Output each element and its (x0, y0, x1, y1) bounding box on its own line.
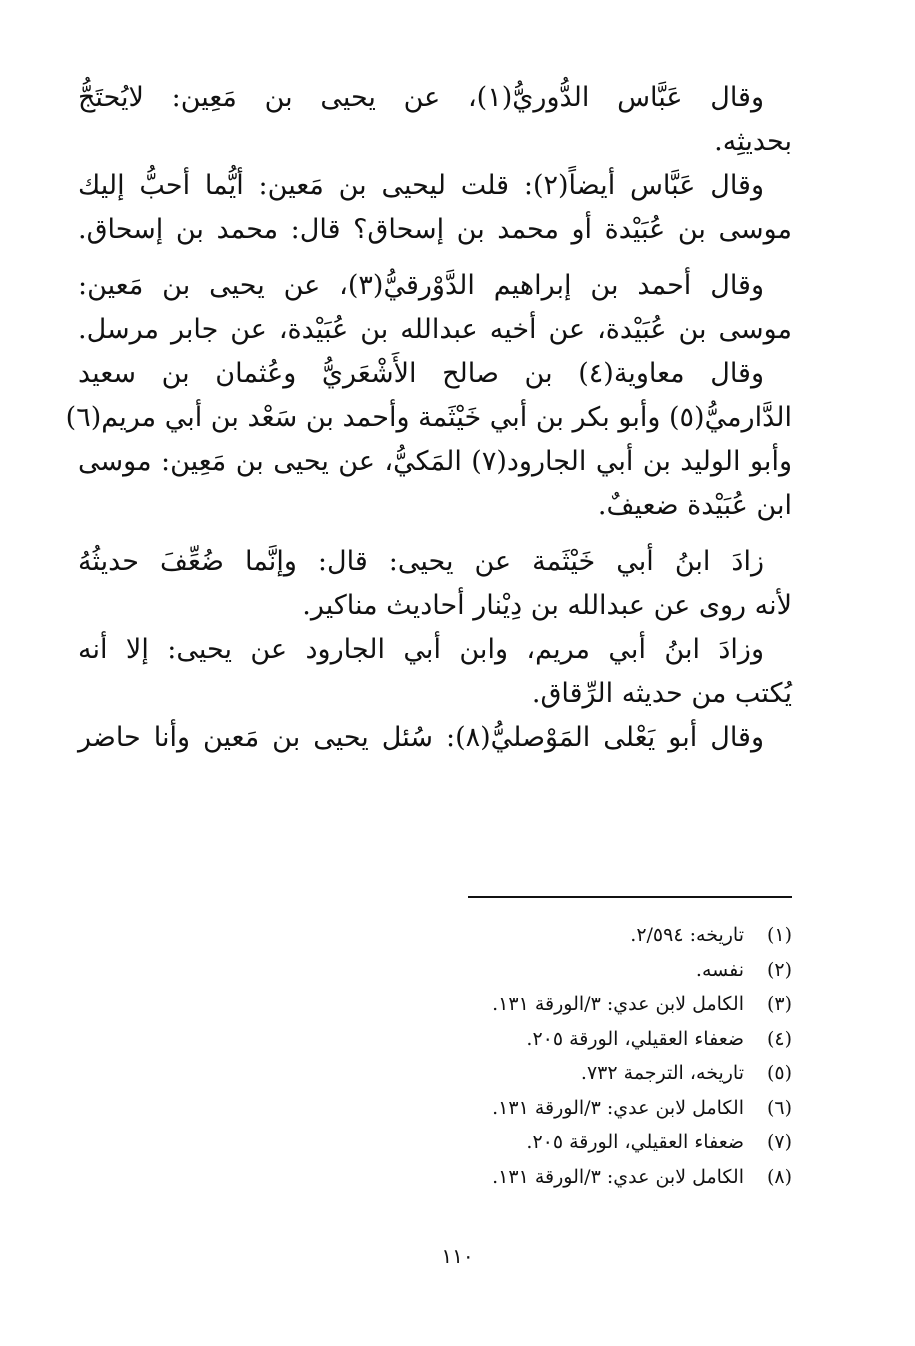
page-number: ١١٠ (441, 1244, 474, 1268)
footnote-text: الكامل لابن عدي: ٣/الورقة ١٣١. (492, 1096, 744, 1119)
footnote (372, 918, 792, 953)
footnote-number: (١) (766, 924, 792, 946)
text-line: موسى بن عُبَيْدة أو محمد بن إسحاق؟ قال: محمد بن إسحاق. (78, 214, 792, 245)
footnotes (372, 918, 792, 1194)
footnote-text: نفسه. (695, 958, 744, 981)
footnote (372, 953, 792, 988)
footnote (372, 987, 792, 1022)
text-line: زادَ ابنُ أبي خَيْثَمة عن يحيى: قال: وإنَّما ضُعِّفَ حديثُهُ (78, 546, 764, 577)
footnote (372, 1091, 792, 1126)
text-line: وقال عَبَّاس أيضاً(٢): قلت ليحيى بن مَعين: أيُّما أحبُّ إليك (78, 170, 764, 201)
footnote-number: (٥) (766, 1062, 792, 1084)
footnote-text: الكامل لابن عدي: ٣/الورقة ١٣١. (492, 1165, 744, 1188)
text-line: ابن عُبَيْدة ضعيفٌ. (597, 490, 792, 521)
text-line: وقال أحمد بن إبراهيم الدَّوْرقيُّ(٣)، عن يحيى بن مَعين: (78, 270, 764, 301)
text-line: وزادَ ابنُ أبي مريم، وابن أبي الجارود عن يحيى: إلا أنه (78, 634, 764, 665)
text-line: وقال عَبَّاس الدُّوريُّ(١)، عن يحيى بن مَعِين: لايُحتَجُّ (78, 82, 764, 113)
text-line: الدَّارميُّ(٥) وأبو بكر بن أبي خَيْثَمة وأحمد بن سَعْد بن أبي مريم(٦) (65, 402, 792, 433)
footnote-number: (٨) (766, 1165, 792, 1188)
text-line: وقال معاوية(٤) بن صالح الأَشْعَريُّ وعُثمان بن سعيد (78, 358, 764, 389)
footnote-number: (٢) (766, 958, 792, 981)
text-line: وأبو الوليد بن أبي الجارود(٧) المَكيُّ، عن يحيى بن مَعِين: موسى (78, 446, 792, 477)
footnote-separator (468, 896, 792, 898)
footnote (372, 1022, 792, 1057)
text-line: موسى بن عُبَيْدة، عن أخيه عبدالله بن عُبَيْدة، عن جابر مرسل. (78, 314, 792, 345)
footnote (372, 1125, 792, 1160)
text-line: وقال أبو يَعْلى المَوْصليُّ(٨): سُئل يحيى بن مَعين وأنا حاضر (78, 722, 764, 753)
footnote-number: (٣) (766, 993, 792, 1015)
footnote-number: (٧) (766, 1131, 792, 1153)
footnote (372, 1056, 792, 1091)
footnote-text: تاريخه، الترجمة ٧٣٢. (580, 1062, 744, 1084)
footnote-number: (٦) (766, 1096, 792, 1119)
footnote (372, 1160, 792, 1195)
text-line: لأنه روى عن عبدالله بن دِيْنار أحاديث مناكير. (302, 590, 792, 621)
footnote-text: ضعفاء العقيلي، الورقة ٢٠٥. (526, 1027, 744, 1050)
main-text (65, 76, 792, 760)
footnote-text: الكامل لابن عدي: ٣/الورقة ١٣١. (492, 993, 744, 1015)
text-line: بحديثِه. (714, 126, 792, 157)
footnote-text: تاريخه: ٢/٥٩٤. (630, 924, 744, 946)
footnote-text: ضعفاء العقيلي، الورقة ٢٠٥. (526, 1131, 744, 1153)
footnote-number: (٤) (766, 1027, 792, 1050)
text-line: يُكتب من حديثه الرِّقاق. (531, 678, 792, 709)
